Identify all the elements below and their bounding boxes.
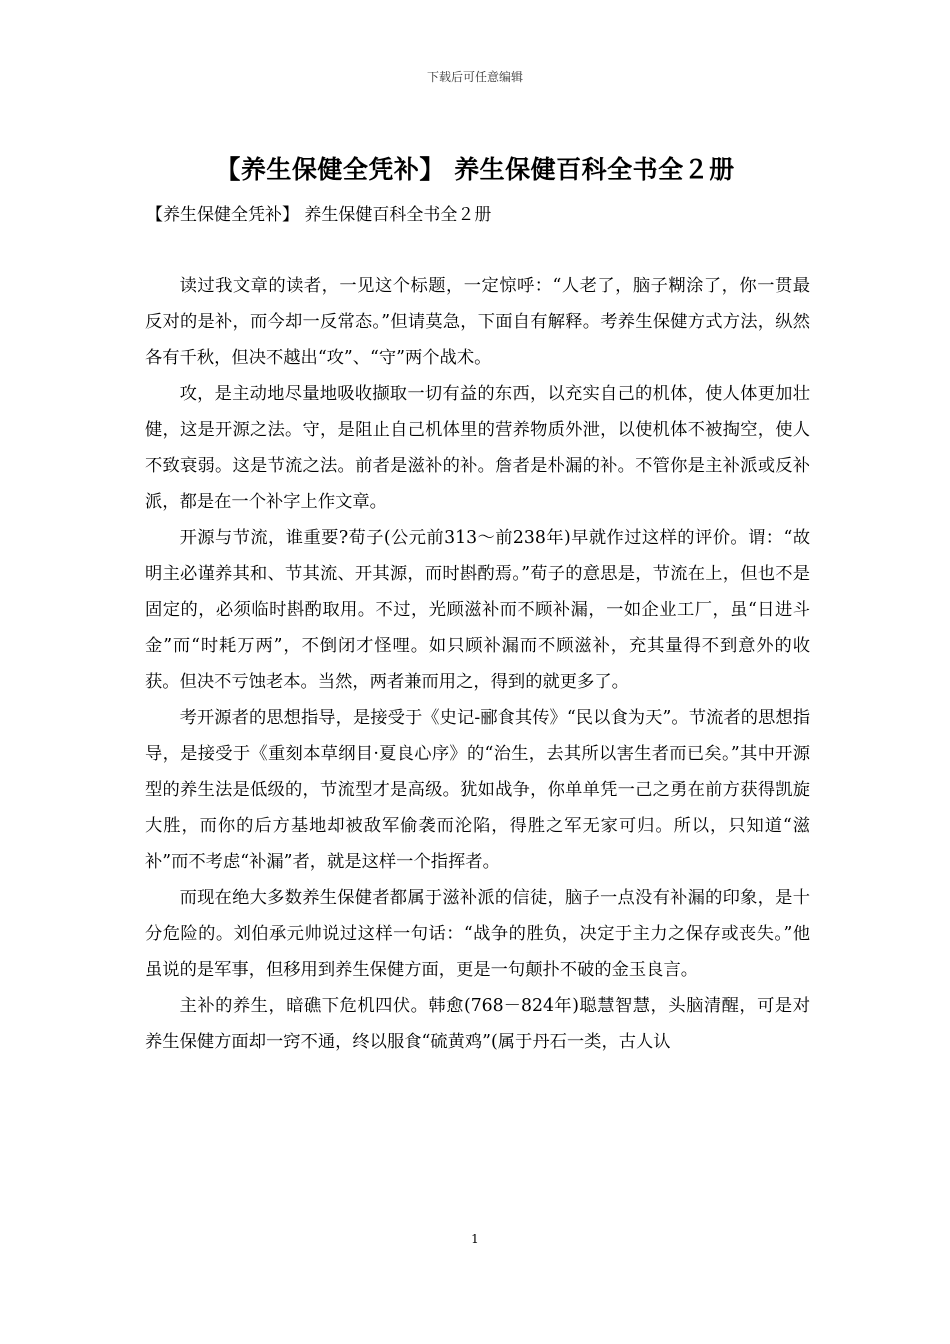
header-note: 下载后可任意编辑 [426,70,523,84]
document-subtitle: 【养生保健全凭补】 养生保健百科全书全２册 [146,205,492,225]
paragraph: 主补的养生，暗礁下危机四伏。韩愈(768－824年)聪慧智慧，头脑清醒，可是对养生保健方面却一窍不通，终以服食“硫黄鸡”(属于丹石一类，古人认 [145,996,810,1052]
document-title: 【养生保健全凭补】 养生保健百科全书全２册 [215,155,735,184]
paragraph: 考开源者的思想指导，是接受于《史记-郦食其传》“民以食为天”。节流者的思想指导，是接受于《重刻本草纲目·夏良心序》的“治生，去其所以害生者而已矣。”其中开源型的养生法是低级的，节流型才是高级。犹如战争，你单单凭一己之勇在前方获得凯旋大胜，而你的后方基地却被敌军偷袭而沦陷，得胜之军无家可归。所以，只知道“滋补”而不考虑“补漏”者，就是这样一个指挥者。 [145,708,810,872]
document-body [145,268,810,1060]
paragraph: 读过我文章的读者，一见这个标题，一定惊呼：“人老了，脑子糊涂了，你一贯最反对的是补，而今却一反常态。”但请莫急，下面自有解释。考养生保健方式方法，纵然各有千秋，但决不越出“攻”、“守”两个战术。 [145,276,810,368]
page-number: 1 [471,1232,479,1246]
paragraph: 而现在绝大多数养生保健者都属于滋补派的信徒，脑子一点没有补漏的印象，是十分危险的。刘伯承元帅说过这样一句话：“战争的胜负，决定于主力之保存或丧失。”他虽说的是军事，但移用到养生保健方面，更是一句颠扑不破的金玉良言。 [145,888,810,980]
paragraph: 开源与节流，谁重要?荀子(公元前313～前238年)早就作过这样的评价。谓：“故明主必谨养其和、节其流、开其源，而时斟酌焉。”荀子的意思是，节流在上，但也不是固定的，必须临时斟酌取用。不过，光顾滋补而不顾补漏，一如企业工厂，虽“日进斗金”而“时耗万两”，不倒闭才怪哩。如只顾补漏而不顾滋补，充其量得不到意外的收获。但决不亏蚀老本。当然，两者兼而用之，得到的就更多了。 [145,528,810,692]
paragraph: 攻，是主动地尽量地吸收撷取一切有益的东西，以充实自己的机体，使人体更加壮健，这是开源之法。守，是阻止自己机体里的营养物质外泄，以使机体不被掏空，使人不致衰弱。这是节流之法。前者是滋补的补。詹者是朴漏的补。不管你是主补派或反补派，都是在一个补字上作文章。 [145,384,810,512]
